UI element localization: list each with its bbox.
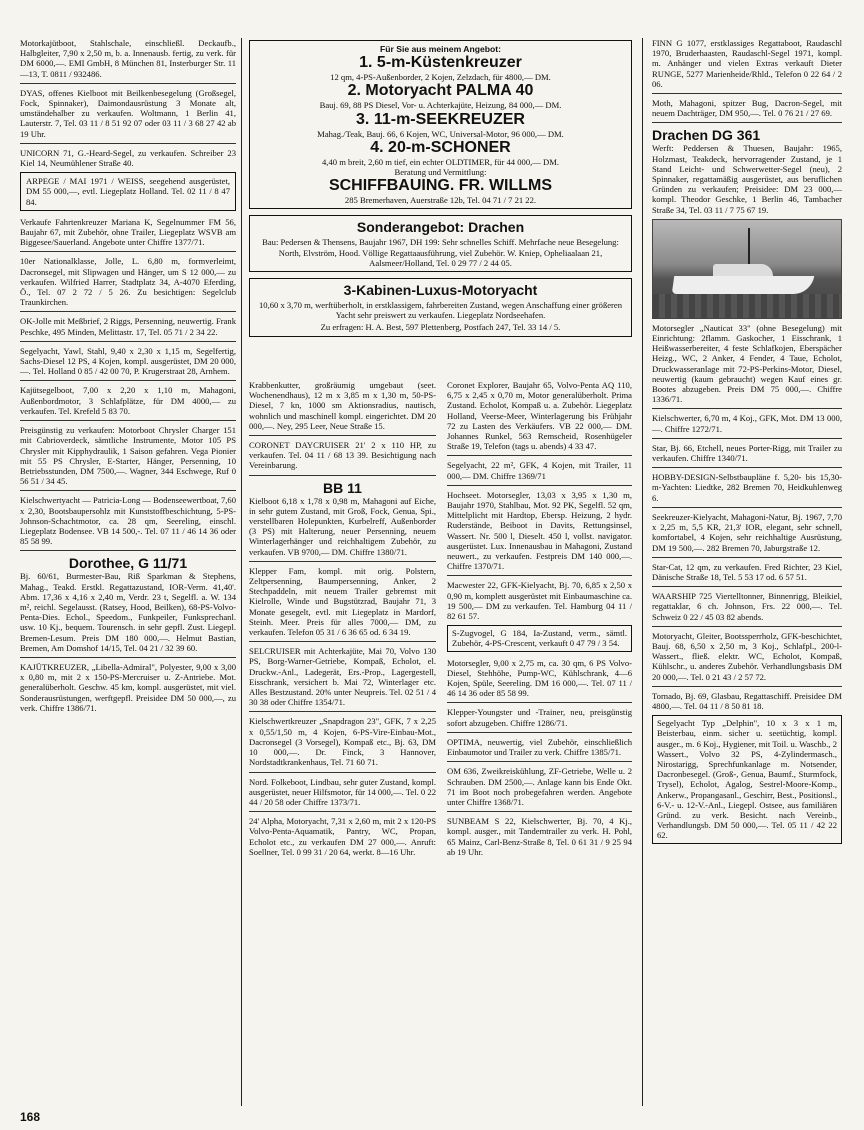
ad-divider bbox=[652, 122, 842, 123]
boat-hull bbox=[672, 276, 815, 294]
classified-ad: Motorsegler, 9,00 x 2,75 m, ca. 30 qm, 6 PS Volvo-Diesel, Stehhöhe, Pump-WC, Kühlschrank, 4—6 Kojen, Spüle, Seereling. DM 16 000,—. Tel. 07 11 / 46 14 36 oder 85 58 99. bbox=[447, 657, 632, 699]
ad-divider bbox=[20, 550, 236, 551]
boxed-ad-zugvogel bbox=[447, 625, 632, 651]
kabinen-contact: Zu erfragen: H. A. Best, 597 Plettenberg, Postfach 247, Tel. 33 14 / 5. bbox=[320, 322, 561, 333]
classified-ad: Star, Bj. 66, Etchell, neues Porter-Rigg, mit Trailer zu verkaufen. Chiffre 1340/71. bbox=[652, 442, 842, 464]
classified-ad: Macwester 22, GFK-Kielyacht, Bj. 70, 6,85 x 2,50 x 0,90 m, komplett ausgerüstet mit Einbaumaschine ca. 19 500,— DM zu verkaufen. Tel. Hamburg 04 11 / 82 61 57. bbox=[447, 580, 632, 622]
willms-item-text: 4,40 m breit, 2,60 m tief, ein echter OLDTIMER, für 44 000,— DM. bbox=[322, 156, 559, 167]
classified-ad: OK-Jolle mit Meßbrief, 2 Riggs, Persenning, neuwertig. Frank Peschke, 495 Minden, Melittastr. 17, Tel. 05 71 / 2 34 22. bbox=[20, 316, 236, 337]
willms-item-title: 4. 20-m-SCHONER bbox=[370, 138, 511, 156]
classified-ad: Star-Cat, 12 qm, zu verkaufen. Fred Richter, 23 Kiel, Dänische Straße 18, Tel. 5 53 17 od. 6 57 51. bbox=[652, 561, 842, 582]
boxed-ad-arpege bbox=[20, 172, 236, 211]
ad-divider bbox=[249, 561, 436, 562]
classified-ad: UNICORN 71, G.-Heard-Segel, zu verkaufen. Schreiber 23 Kiel 14, Neumühlener Straße 40. bbox=[20, 147, 236, 169]
ad-divider bbox=[249, 475, 436, 476]
ad-divider bbox=[20, 657, 236, 658]
classified-ad: WAARSHIP 725 Viertelltonner, Binnenrigg, Bleikiel, regattaklar, 6 ch. Johnson, Frs. 22 000,—. Tel. Schweiz 0 22 / 45 03 82 abends. bbox=[652, 591, 842, 622]
classified-ad: SELCRUISER mit Achterkajüte, Mai 70, Volvo 130 PS, Borg-Warner-Getriebe, Kompaß, Echolot, el. Druckw.-Anl., Ladegerät, Ers.-Prop., Lagergestell, Eisschrank, versichert b. Mai 72, Winterlager etc. Alles Bestzustand. 20% unter Neupreis. Tel. 02 51 / 4 30 38 oder Chiffre 1354/71. bbox=[249, 646, 436, 708]
willms-firm: SCHIFFBAUING. FR. WILLMS bbox=[328, 177, 553, 195]
boxed-ad-delphin bbox=[652, 715, 842, 843]
classified-ad: FINN G 1077, erstklassiges Regattaboot, Raudaschl 1970, Bruderhaasten, Raudaschl-Segel 1971, kompl. m. Anhänger und vielen Extras verkauft Dieter RUNGE, 5277 Marienheide/Rhld., Telefon 0 22 64 / 2 06. bbox=[652, 38, 842, 89]
ad-divider bbox=[249, 435, 436, 436]
classified-ad: Kielschwerter, 6,70 m, 4 Koj., GFK, Mot. DM 13 000,—. Chiffre 1272/71. bbox=[652, 413, 842, 434]
column-middle bbox=[249, 38, 632, 343]
classified-ad: Motorkajütboot, Stahlschale, einschließl. Deckaufb., Halbgleiter, 7,90 x 2,50 m, b. a. Innenausb. fertig, zu verk. für DM 6000,—. EMI GmbH, 8 München 81, Insterburger Str. 11—13, T. 0811 / 932486. bbox=[20, 38, 236, 79]
classified-ad: DYAS, offenes Kielboot mit Beilkenbesegelung (Großsegel, Fock, Spinnaker), Daimondausrüstung 3 Monate alt, umständehalber zu verkaufen. Woltmann, 1 Berlin 41, Lauterstr. 7, Tel. 03 11 / 8 51 92 07 oder 03 11 / 3 68 27 42 ab 19 Uhr. bbox=[20, 87, 236, 139]
ad-divider bbox=[652, 686, 842, 687]
classified-ad: Nord. Folkeboot, Lindbau, sehr guter Zustand, kompl. ausgerüstet, neuer Hilfsmotor, für 14 000,—. Tel. 0 22 44 / 20 58 oder Chiffre 1373/71. bbox=[249, 776, 436, 807]
ad-divider bbox=[447, 702, 632, 703]
willms-item-title: 1. 5-m-Küstenkreuzer bbox=[359, 54, 522, 72]
ad-headline-bb11: BB 11 bbox=[323, 479, 362, 496]
classified-ad: Hochseet. Motorsegler, 13,03 x 3,95 x 1,30 m, Baujahr 1970, Stahlbau, Mot. 92 PK, Segelfl. 52 qm, Mittelplicht mit Hardtop, Ebersp. Heizung, 2 hydr. Ruderstände, Beiboot in Davits, Rettungsinsel, Wassert. Nr. 500 l, Dieselt. 450 l, vollst. navigator. ausgerüstet. Lux. Innenausbau in Mahagoni, Zustand neuwert., zu verkaufen. Festpreis DM 140 000,—. Chiffre 1370/71. bbox=[447, 489, 632, 572]
classified-ad: Motoryacht, Gleiter, Bootssperrholz, GFK-beschichtet, Bauj. 68, 6,50 x 2,50 m, 3 Koj., Schlafpl., 200-l-Wassert., fließ. elektr. WC, Echolot, Kompaß, Kühlschr., u. anderes Zubehör. Verhandlungsbasis DM 20 000,—. Tel. 0 21 43 / 2 57 72. bbox=[652, 630, 842, 682]
boxed-ad-drachen-offer bbox=[249, 215, 632, 272]
ad-divider bbox=[249, 711, 436, 712]
ad-divider bbox=[20, 311, 236, 312]
kabinen-text: 10,60 x 3,70 m, werftüberholt, in erstklassigem, fahrbereiten Zustand, wegen Anschaffung einer größeren Yacht sehr preiswert zu verkaufen. Liegeplatz Nordseehafen. bbox=[258, 300, 623, 321]
willms-item-text: 12 qm, 4-PS-Außenborder, 2 Kojen, Zelzdach, für 4800,— DM. bbox=[330, 72, 551, 83]
classified-ad: Bj. 60/61, Burmester-Bau, Riß Sparkman & Stephens, Mahag., Teakd. Erstkl. Regattazustand, IOR-Verm. 41,40'. Abm. 17,36 x 4,16 x 2,40 m, Verdr. 23 t, Segelfl. a. W. 134 m², reichl. Segelausst. (Ratsey, Hood, Beilken), 68-PS-Volvo-Penta-Dies. Echol., Speedom., Funkpeiler, Funksprechanl. usw. 10 Kj., bequem. Tourensch. in sehr gepfl. Zust. Liegepl. Bremen-Lesum. Preis DM 180 000,—. Helmut Bastian, Bremen, Am Domshof 14/15, Tel. 04 21 / 32 39 60. bbox=[20, 571, 236, 653]
ad-divider bbox=[447, 761, 632, 762]
column-divider bbox=[241, 38, 242, 1106]
column-middle-right bbox=[447, 380, 632, 861]
ad-divider bbox=[652, 507, 842, 508]
ad-divider bbox=[447, 575, 632, 576]
ad-headline-drachen361: Drachen DG 361 bbox=[652, 127, 761, 144]
classified-ad: Coronet Explorer, Baujahr 65, Volvo-Penta AQ 110, 6,75 x 2,45 x 0,70 m, Motor generalüberholt. Prima Zustand. Echolot, Kompaß u. a. Zubehör. Liegeplatz Holland, Veerse-Meer, Winterlagerung bis Frühjahr 72 zu Lasten des Verkäufers. VB 22 000,— DM. Johannes Runkel, 563 Remscheid, Rosenhügeler Straße 19, Telefon (tags u. abends) 4 33 47. bbox=[447, 380, 632, 452]
classified-ad: Verkaufe Fahrtenkreuzer Mariana K, Segelnummer FM 56, Baujahr 67, mit Zubehör, ohne Trailer, Liegeplatz WSVB am Biggesee/Sauerland. Angebote unter Chiffre 1377/71. bbox=[20, 216, 236, 248]
classified-ad: SUNBEAM S 22, Kielschwerter, Bj. 70, 4 Kj., kompl. ausger., mit Tandemtrailer zu verk. H. Pohl, 65 Mainz, Carl-Benz-Straße 8, Tel. 0 61 31 / 9 25 94 ab 19 Uhr. bbox=[447, 816, 632, 857]
willms-intro: Für Sie aus meinem Angebot: bbox=[380, 44, 501, 54]
ad-headline-dorothee: Dorothee, G 11/71 bbox=[68, 555, 188, 572]
ad-divider bbox=[652, 438, 842, 439]
ad-divider bbox=[447, 455, 632, 456]
classified-ad: 10er Nationalklasse, Jolle, L. 6,80 m, formverleimt, Dacronsegel, mit Slipwagen und Hänger, um S 12 000,— zu verkaufen. Wilfried Harrer, Stadtplatz 34, A-4070 Eferding, Ö., Tel. 07 2 72 / 5 26. Zu besichtigen: Segelclub Traunkirchen. bbox=[20, 256, 236, 308]
classified-ad: Krabbenkutter, großräumig umgebaut (seet. Wochenendhaus), 12 m x 3,85 m x 1,30 m, 50-PS-Diesel, 7 kn, 1000 sm Aktionsradius, nautisch, wohnlich und maschinell kompl. eingerichtet. DM 20 000,—. Ney, 295 Leer, Neue Straße 15. bbox=[249, 380, 436, 431]
willms-address: 285 Bremerhaven, Auerstraße 12b, Tel. 04 71 / 7 21 22. bbox=[344, 195, 537, 206]
classified-ad: S-Zugvogel, G 184, Ia-Zustand, verm., sämtl. Zubehör, 4-PS-Crescent, verkauft 0 47 79 / 3 54. bbox=[452, 628, 627, 649]
ad-divider bbox=[20, 380, 236, 381]
ad-divider bbox=[652, 408, 842, 409]
ad-divider bbox=[20, 251, 236, 252]
classified-ad: KAJÜTKREUZER, „Libella-Admiral", Polyester, 9,00 x 3,00 x 0,80 m, mit 2 x 150-PS-Mercruiser u. Z-Antriebe. Mot. generalüberholt. Geschw. 45 km, kompl. ausgerüstet, mit viel. Sonderausrüstungen, werftgepfl. Preisidee DM 50 000,—, zu verk. Chiffre 1386/71. bbox=[20, 661, 236, 713]
ad-divider bbox=[20, 490, 236, 491]
photo-caption-ad: Motorsegler „Nauticat 33" (ohne Besegelung) mit Einrichtung: 2flamm. Gaskocher, 1 Eisschrank, 1 Heißwasserbereiter, 4 feste Schlafkojen, Eberspächer Heizg., WC, 2 Anker, 4 Fender, 4 Taue, Echolot, Druckwasseranlage mit 72-PS-Perkins-Motor, Diesel, neuwertig (kaum gebraucht) wegen Kauf eines gr. Bootes abzugeben. Preis DM 75 000,—. Chiffre 1336/71. bbox=[652, 322, 842, 405]
water bbox=[653, 294, 841, 318]
classified-ad: HOBBY-DESIGN-Selbstbaupläne f. 5,20- bis 15,30-m-Yachten: Liedtke, 282 Bremen 70, Heidkuhlenweg 6. bbox=[652, 472, 842, 503]
ad-divider bbox=[20, 83, 236, 84]
ad-divider bbox=[447, 485, 632, 486]
boat-mast bbox=[748, 228, 750, 266]
classified-ad: Kielschwertkreuzer „Snapdragon 23", GFK, 7 x 2,25 x 0,55/1,50 m, 4 Kojen, 6-PS-Vire-Einbau-Mot., Dacronsegel (3 Vorsegel), Kompaß etc., Bj. 63, DM 10 000,—. Dr. Finck, 3 Hannover, Nordstadtkrankenhaus, Tel. 71 60 71. bbox=[249, 716, 436, 768]
boxed-ad-text: Segelyacht Typ „Delphin", 10 x 3 x 1 m, Beisterbau, einm. sicher u. seetüchtig, kompl. ausger., m. 6 Koj., Hygiener, mit Toil. u. Waschb., 2 Wassert., Volvo 32 PS, 4-Zylindermasch., Nirostarigg, Sprechfunkanlage m. Notsender, Dacronbesegel. (Groß-, Genua, Baumf., Sturmfock, Trysel), Echolot, Agalog, Sestrel-Moore-Komp., Ankerw., Propangasanl., Geschirr, Best., Positionsl., 6-V.- u. 12-V.-Anl., Liegepl. Ostsee, aus familiären Gründ. zu verk. Besicht. nach Vereinb., Verhandlungsb. DM 50 000,—. Tel. 05 11 / 42 22 62. bbox=[657, 718, 837, 841]
boxed-ad-willms bbox=[249, 40, 632, 209]
ad-divider bbox=[652, 626, 842, 627]
page-number: 168 bbox=[20, 1110, 41, 1124]
classified-ad: Moth, Mahagoni, spitzer Bug, Dacron-Segel, mit neuem Dachträger, DM 950,—. Tel. 0 76 21 / 27 69. bbox=[652, 98, 842, 119]
classified-ad: Werft: Peddersen & Thuesen, Baujahr: 1965, Holzmast, Teakdeck, hervorragender Zustand, je 1 Stand Leicht- und Schwerwetter-Segel (neu), 2 Spinnaker, regattamäßig ausgerüstet, aus beruflichen Gründen zu verkaufen; Preisidee: DM 23 000,— kompl. Theodor Geschke, 1 Berlin 46, Tambacher Straße 34, Tel. 03 11 / 7 75 67 19. bbox=[652, 143, 842, 215]
classified-ad: OM 636, Zweikreiskühlung, ZF-Getriebe, Welle u. 2 Schrauben. DM 2500,—. Anlage kann bis Ende Okt. 71 im Boot noch probegefahren werden. Angebote unter Chiffre 1368/71. bbox=[447, 766, 632, 807]
classified-ad: OPTIMA, neuwertig, viel Zubehör, einschließlich Einbaumotor und Trailer zu verk. Chiffre 1385/71. bbox=[447, 736, 632, 758]
ad-divider bbox=[20, 341, 236, 342]
classified-ad: Seekreuzer-Kielyacht, Mahagoni-Natur, Bj. 1967, 7,70 x 2,25 m, 5,5 KR, 21,3' IOR, elegant, sehr schnell, komfortabel, 4 Kojen, sehr reichhaltige Ausrüstung, DM 19 500,—. 282 Bremen 70, Jaburgstraße 12. bbox=[652, 511, 842, 553]
ad-divider bbox=[20, 143, 236, 144]
ad-divider bbox=[652, 557, 842, 558]
drachen-offer-text: Bau: Pedersen & Thensens, Baujahr 1967, DH 199: Sehr schnelles Schiff. Mehrfache neue Besegelung: North, Elvström, Hood. Völlige Regattaausführung, viel Zubehör. W. Kniep, Opheliaalaan 21, Aalsmeer/Holland, Tel. 0 29 77 / 2 44 05. bbox=[262, 237, 619, 268]
classified-ad: Kajütsegelboot, 7,00 x 2,20 x 1,10 m, Mahagoni, Außenbordmotor, 3 Schlafplätze, für DM 4000,— zu verkaufen. Tel. Krefeld 5 83 70. bbox=[20, 385, 236, 416]
drachen-offer-title: Sonderangebot: Drachen bbox=[356, 219, 525, 236]
ad-divider bbox=[249, 772, 436, 773]
willms-item-title: 3. 11-m-SEEKREUZER bbox=[356, 110, 525, 128]
ad-divider bbox=[447, 811, 632, 812]
willms-advice: Beratung und Vermittlung: bbox=[394, 167, 487, 178]
kabinen-title: 3-Kabinen-Luxus-Motoryacht bbox=[343, 282, 538, 299]
ad-divider bbox=[652, 467, 842, 468]
column-divider bbox=[642, 38, 643, 1106]
classified-ad: Kielschwertyacht — Patricia-Long — Bodenseewertboat, 7,60 x 2,30, Bootsbaupersohlz mit Kunststoffbeschichtung, 5-PS-Johnson-Schachtmotor, ca. 28 qm, Seereling, einschl. Liegeplatz Bodensee. VB 14 500,-. Tel. 07 11 / 46 14 36 oder 85 58 99. bbox=[20, 495, 236, 547]
ad-divider bbox=[652, 93, 842, 94]
column-middle-left bbox=[249, 380, 436, 861]
ad-divider bbox=[20, 420, 236, 421]
willms-item-text: Mahag./Teak, Bauj. 66, 6 Kojen, WC, Universal-Motor, 96 000,— DM. bbox=[317, 128, 564, 139]
column-left bbox=[20, 38, 236, 717]
boxed-ad-kabinen bbox=[249, 278, 632, 337]
classified-ad: Klepper-Youngster und -Trainer, neu, preisgünstig sofort abzugeben. Chiffre 1286/71. bbox=[447, 707, 632, 728]
classified-ad: 24' Alpha, Motoryacht, 7,31 x 2,60 m, mit 2 x 120-PS Volvo-Penta-Aquamatik, Pantry, WC, Propan, Echolot etc., zu verkaufen DM 27 000,—. Anruft: Soellner, Tel. 0 99 31 / 20 64, werkt. 8—16 Uhr. bbox=[249, 816, 436, 857]
classified-ad: Klepper Fam, kompl. mit orig. Polstern, Zeltpersenning, Baumpersenning, Anker, 2 Stechpaddeln, mit neuem Trailer gebremst mit Kielrolle, Winde und Bugstützrad, Baujahr 71, 3 Monate gesegelt, evtl. mit Liegeplatz in Mardorf, Steinh. Meer. Preis für alles 7000,— DM, zu verkaufen. Telefon 05 31 / 6 36 65 od. 6 34 19. bbox=[249, 565, 436, 638]
classified-ad: CORONET DAYCRUISER 21' 2 x 110 HP, zu verkaufen. Tel. 04 11 / 68 13 39. Besichtigung nach Vereinbarung. bbox=[249, 440, 436, 471]
willms-item-title: 2. Motoryacht PALMA 40 bbox=[347, 82, 534, 100]
classified-ad: Tornado, Bj. 69, Glasbau, Regattaschiff. Preisidee DM 4800,—. Tel. 04 11 / 8 50 81 18. bbox=[652, 690, 842, 711]
boat-cabin bbox=[713, 264, 773, 277]
ad-divider bbox=[447, 732, 632, 733]
classified-ad: Preisgünstig zu verkaufen: Motorboot Chrysler Charger 151 mit Cabrioverdeck, sämtliche Instrumente, Motor 105 PS Chrysler mit Kipphydraulik, 1 Saison gefahren. Vega Pionier mit 55 PS Chrysler, E-Starter, Hänger, Persenning, 10 Betriebsstunden, DM 7500,—. Wagner, 344 Eschwege, Ruf 0 56 51 / 34 45. bbox=[20, 425, 236, 487]
ad-divider bbox=[652, 586, 842, 587]
ad-divider bbox=[249, 641, 436, 642]
classified-ad: Segelyacht, 22 m², GFK, 4 Kojen, mit Trailer, 11 000,— DM. Chiffre 1369/71 bbox=[447, 460, 632, 481]
classified-ad: Kielboot 6,18 x 1,78 x 0,98 m, Mahagoni auf Eiche, in sehr gutem Zustand, mit Groß, Fock, Genua, Spi., verstellbaren Holepunkten, Kurbelreff, Außenborder (3 PS) mit Halterung, neuer Persenning, neuem Winterlagerhänger und reichhaltigem Zubehör, zu verkaufen. VB 9700,— DM. Chiffre 1380/71. bbox=[249, 495, 436, 557]
willms-item-text: Bauj. 69, 88 PS Diesel, Vor- u. Achterkajüte, Heizung, 84 000,— DM. bbox=[319, 100, 562, 111]
ad-divider bbox=[249, 811, 436, 812]
column-right bbox=[652, 38, 842, 850]
boat-photo bbox=[652, 219, 842, 319]
classified-ad: Segelyacht, Yawl, Stahl, 9,40 x 2,30 x 1,15 m, Segelfertig, Sachs-Diesel 12 PS, 4 Kojen, kompl. ausgerüstet, DM 20 000,—. Tel. Holland 0 85 / 42 00 70, P. Krugerstraat 28, Arnhem. bbox=[20, 345, 236, 377]
boxed-ad-text: ARPEGE / MAI 1971 / WEISS, seegehend ausgerüstet, DM 55 000,—, evtl. Liegeplatz Holland. Tel. 02 11 / 8 47 84. bbox=[26, 176, 230, 207]
